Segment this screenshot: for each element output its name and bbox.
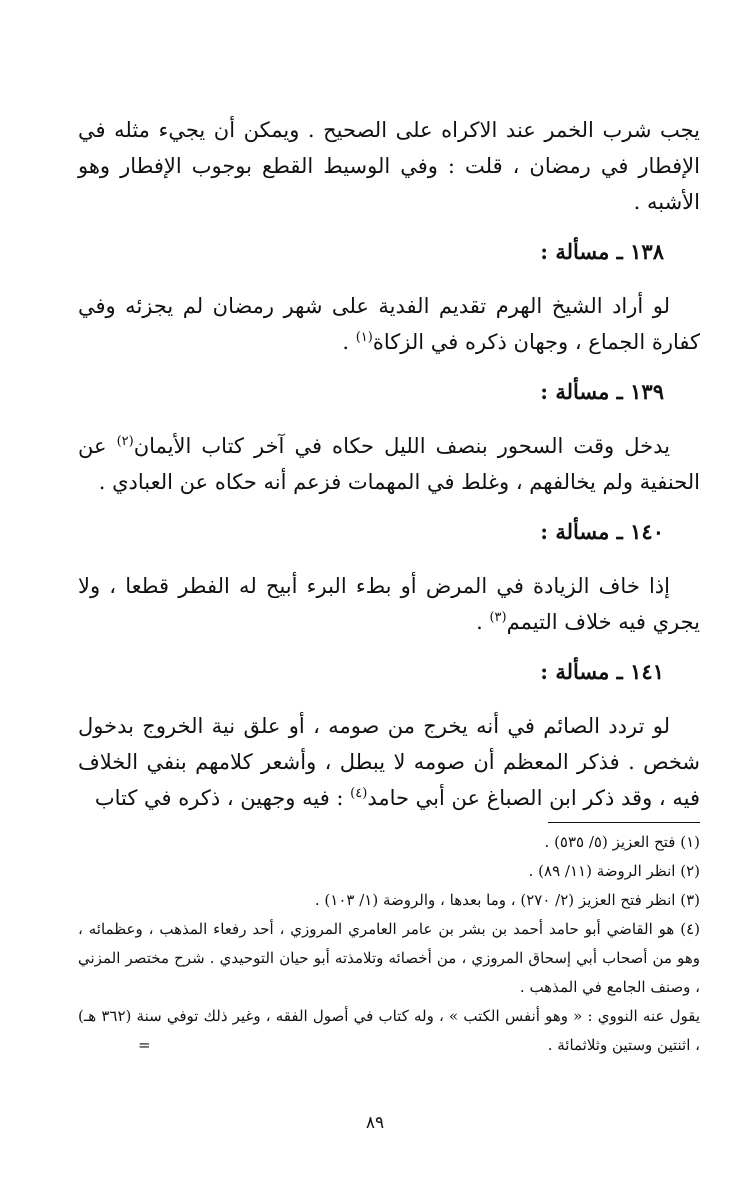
paragraph-text: لو أراد الشيخ الهرم تقديم الفدية على شهر رمضان لم يجزئه وفي كفارة الجماع ، وجهان ذكره في الزكاة [78,294,700,354]
paragraph [78,568,700,640]
footnote: (١) فتح العزيز (٥/ ٥٣٥) . [544,833,700,851]
footnotes [78,828,700,1060]
section-heading: ١٣٩ ـ مسألة : [540,379,664,404]
paragraph-text: إذا خاف الزيادة في المرض أو بطء البرء أبيح له الفطر قطعا ، ولا يجري فيه خلاف التيمم [78,574,700,634]
paragraph [78,428,700,500]
paragraph-text: . [476,610,490,634]
section-heading: ١٤٠ ـ مسألة : [540,519,664,544]
paragraph-text: . [342,330,356,354]
section-heading: ١٤١ ـ مسألة : [540,659,664,684]
section-heading: ١٣٨ ـ مسألة : [540,239,664,264]
footnote-separator [548,822,700,823]
paragraph [78,288,700,360]
footnote-ref[interactable]: (٣) [489,610,507,625]
page-number: ٨٩ [365,1113,385,1133]
footnote-continuation [78,1002,700,1060]
paragraph [78,708,700,816]
footnote-ref[interactable]: (٢) [116,434,134,449]
paragraph: يجب شرب الخمر عند الاكراه على الصحيح . ويمكن أن يجيء مثله في الإفطار في رمضان ، قلت : وفي الوسيط القطع بوجوب الإفطار وهو الأشبه . [78,118,700,214]
footnote: (٣) انظر فتح العزيز (٢/ ٢٧٠) ، وما بعدها ، والروضة (١/ ١٠٣) . [314,891,700,909]
continuation-mark: = [138,1036,151,1054]
footnote-ref[interactable]: (١) [355,330,373,345]
footnote-text: يقول عنه النووي : « وهو أنفس الكتب » ، وله كتاب في أصول الفقه ، وغير ذلك توفي سنة (٣٦٢ هـ) ، اثنتين وستين وثلاثمائة . [78,1007,701,1054]
footnote: (٤) هو القاضي أبو حامد أحمد بن بشر بن عامر العامري المروزي ، أحد رفعاء المذهب ، وعظمائه ، وهو من أصحاب أبي إسحاق المروزي ، من أخصائه وتلامذته أبو حيان التوحيدي . شرح مختصر المزني ، وصنف الجامع في المذهب . [78,920,700,996]
footnote: (٢) انظر الروضة (١١/ ٨٩) . [528,862,700,880]
paragraph-text: عن الحنفية ولم يخالفهم ، وغلط في المهمات فزعم أنه حكاه عن العبادي . [78,434,700,494]
main-text [78,112,700,830]
paragraph-text: يدخل وقت السحور بنصف الليل حكاه في آخر كتاب الأيمان [133,434,670,458]
paragraph-text: : فيه وجهين ، ذكره في كتاب [94,786,351,810]
paragraph-text: لو تردد الصائم في أنه يخرج من صومه ، أو علق نية الخروج بدخول شخص . فذكر المعظم أن صومه لا يبطل ، وأشعر كلامهم بنفي الخلاف فيه ، وقد ذكر ابن الصباغ عن أبي حامد [78,714,700,810]
footnote-ref[interactable]: (٤) [350,786,368,801]
